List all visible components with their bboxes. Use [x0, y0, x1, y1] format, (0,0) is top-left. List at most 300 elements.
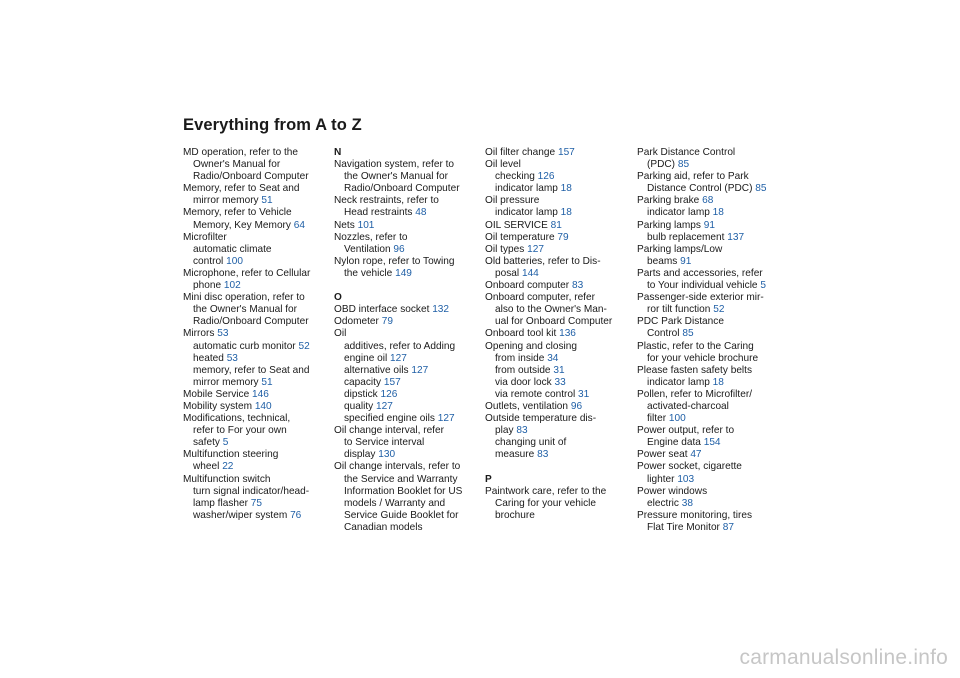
- page-number-link[interactable]: 126: [537, 171, 555, 183]
- index-entry-text: ror tilt function: [647, 304, 711, 316]
- page-number-link[interactable]: 127: [527, 243, 544, 255]
- index-letter-heading: O: [334, 292, 342, 304]
- index-entry: [183, 413, 325, 425]
- index-entry-text: Distance Control (PDC): [647, 183, 753, 195]
- index-entry: [183, 195, 325, 207]
- index-entry-text: via remote control: [495, 388, 576, 400]
- spacer: [334, 280, 476, 292]
- index-entry: [637, 413, 779, 425]
- index-entry: [637, 316, 779, 328]
- index-entry-text: Opening and closing: [485, 340, 578, 352]
- index-entry-text: Microfilter: [183, 231, 227, 243]
- index-entry: [334, 486, 476, 498]
- index-entry: [183, 389, 325, 401]
- index-entry-text: Oil pressure: [485, 195, 540, 207]
- index-entry-text: Service Guide Booklet for: [344, 509, 459, 521]
- index-entry: [334, 268, 476, 280]
- index-entry: [637, 461, 779, 473]
- index-entry: [485, 486, 627, 498]
- index-entry: [183, 280, 325, 292]
- page-number-link[interactable]: 5: [222, 437, 229, 449]
- index-entry-text: Neck restraints, refer to: [334, 195, 439, 207]
- index-entry: [334, 474, 476, 486]
- index-entry: [637, 401, 779, 413]
- page-number-link[interactable]: 18: [560, 207, 572, 219]
- index-entry: [485, 377, 627, 389]
- index-entry-text: Flat Tire Monitor: [647, 521, 720, 533]
- index-entry-text: posal: [495, 267, 520, 279]
- index-entry: [183, 316, 325, 328]
- page-number-link[interactable]: 52: [298, 340, 310, 352]
- page-number-link[interactable]: 83: [537, 449, 549, 461]
- index-entry: [485, 268, 627, 280]
- index-entry: [334, 220, 476, 232]
- page-number-link[interactable]: 102: [223, 280, 241, 292]
- index-entry-text: Microphone, refer to Cellular: [183, 267, 311, 279]
- index-entry: [485, 195, 627, 207]
- index-entry-text: additives, refer to Adding: [344, 340, 456, 352]
- index-entry-text: Paintwork care, refer to the: [485, 485, 607, 497]
- index-entry-text: heated: [193, 352, 224, 364]
- index-entry: [485, 244, 627, 256]
- index-entry: [183, 232, 325, 244]
- index-entry: [637, 522, 779, 534]
- page-number-link[interactable]: 126: [380, 388, 398, 400]
- index-entry-text: bulb replacement: [647, 231, 725, 243]
- page-number-link[interactable]: 34: [547, 352, 559, 364]
- index-entry-text: play: [495, 425, 514, 437]
- index-entry-text: Outside temperature dis-: [485, 413, 597, 425]
- index-entry: [485, 171, 627, 183]
- index-entry: [334, 328, 476, 340]
- index-entry-text: alternative oils: [344, 364, 409, 376]
- page-number-link[interactable]: 85: [677, 159, 690, 171]
- index-entry: [485, 449, 627, 461]
- index-entry-text: refer to For your own: [193, 425, 287, 437]
- page-number-link[interactable]: 52: [713, 304, 725, 316]
- index-entry-text: measure: [495, 449, 535, 461]
- index-column-4: [637, 147, 779, 534]
- index-entry: [334, 171, 476, 183]
- index-entry-text: checking: [495, 171, 535, 183]
- index-entry-text: indicator lamp: [647, 376, 710, 388]
- index-entry-text: Mini disc operation, refer to: [183, 292, 305, 304]
- index-entry-text: Memory, refer to Vehicle: [183, 207, 292, 219]
- index-entry-text: wheel: [193, 461, 220, 473]
- page-number-link[interactable]: 87: [722, 521, 734, 533]
- index-entry: [485, 401, 627, 413]
- page-number-link[interactable]: 96: [393, 243, 405, 255]
- index-entry-text: automatic curb monitor: [193, 340, 296, 352]
- index-column-2: [334, 147, 476, 534]
- page-number-link[interactable]: 140: [254, 400, 272, 412]
- index-entry: [183, 268, 325, 280]
- index-entry: [183, 147, 325, 159]
- index-entry-text: Oil temperature: [485, 231, 555, 243]
- index-entry-text: dipstick: [344, 388, 378, 400]
- page-number-link[interactable]: 22: [222, 461, 234, 473]
- index-entry: [637, 377, 779, 389]
- page-number-link[interactable]: 31: [578, 388, 590, 400]
- index-entry: [334, 341, 476, 353]
- index-entry: [334, 159, 476, 171]
- index-entry: [637, 183, 779, 195]
- index-entry: [485, 159, 627, 171]
- index-entry: [637, 328, 779, 340]
- index-entry: [183, 256, 325, 268]
- index-entry-text: Nylon rope, refer to Towing: [334, 255, 455, 267]
- page-number-link[interactable]: 18: [712, 376, 724, 388]
- page-number-link[interactable]: 79: [381, 316, 393, 328]
- index-entry-text: Control: [647, 328, 680, 340]
- index-entry: [637, 280, 779, 292]
- page-number-link[interactable]: 53: [226, 352, 238, 364]
- page-number-link[interactable]: 149: [395, 267, 412, 279]
- index-entry: [334, 183, 476, 195]
- index-entry-text: Outlets, ventilation: [485, 400, 569, 412]
- index-entry: [485, 498, 627, 510]
- index-entry-text: Information Booklet for US: [344, 485, 463, 497]
- index-entry: [334, 449, 476, 461]
- index-entry: [334, 316, 476, 328]
- page-number-link[interactable]: 18: [712, 207, 724, 219]
- index-entry: [183, 353, 325, 365]
- page-number-link[interactable]: 137: [727, 231, 745, 243]
- page-number-link[interactable]: 132: [432, 304, 450, 316]
- index-entry: [637, 486, 779, 498]
- index-column-3: [485, 147, 627, 522]
- index-entry: [183, 183, 325, 195]
- index-entry: [183, 377, 325, 389]
- index-entry: [485, 292, 627, 304]
- index-entry: [485, 183, 627, 195]
- index-entry: [637, 232, 779, 244]
- index-entry-text: Please fasten safety belts: [637, 364, 753, 376]
- index-entry: [334, 461, 476, 473]
- index-entry-text: Oil types: [485, 243, 525, 255]
- index-entry-text: Owner's Manual for: [193, 159, 281, 171]
- index-entry: [334, 377, 476, 389]
- index-entry-text: lighter: [647, 473, 675, 485]
- index-entry-text: Ventilation: [344, 243, 391, 255]
- index-entry: [183, 244, 325, 256]
- index-entry-text: Radio/Onboard Computer: [193, 316, 309, 328]
- index-entry-text: display: [344, 449, 376, 461]
- index-entry-text: indicator lamp: [495, 183, 558, 195]
- page-number-link[interactable]: 18: [560, 183, 572, 195]
- index-entry: [334, 510, 476, 522]
- index-entry-text: capacity: [344, 376, 382, 388]
- index-entry-text: Mobile Service: [183, 388, 250, 400]
- page-number-link[interactable]: 103: [677, 473, 695, 485]
- index-entry: [183, 461, 325, 473]
- page-number-link[interactable]: 76: [290, 509, 302, 521]
- index-entry: [485, 425, 627, 437]
- index-entry: [637, 449, 779, 461]
- index-entry-text: Power seat: [637, 449, 688, 461]
- page-number-link[interactable]: 91: [703, 219, 716, 231]
- index-entry: [334, 401, 476, 413]
- index-entry: [334, 437, 476, 449]
- page-number-link[interactable]: 144: [521, 267, 539, 279]
- index-column-1: [183, 147, 325, 522]
- index-entry: [183, 207, 325, 219]
- index-entry-text: for your vehicle brochure: [647, 352, 759, 364]
- index-entry-text: Multifunction steering: [183, 449, 279, 461]
- index-entry-text: beams: [647, 255, 678, 267]
- index-entry-text: Parking lamps: [637, 219, 701, 231]
- index-entry: [637, 304, 779, 316]
- page-number-link[interactable]: 136: [559, 328, 576, 340]
- index-entry-text: Plastic, refer to the Caring: [637, 340, 754, 352]
- index-entry: [334, 195, 476, 207]
- index-entry-text: also to the Owner's Man-: [495, 304, 607, 316]
- index-entry-text: Nozzles, refer to: [334, 231, 408, 243]
- index-entry: [637, 244, 779, 256]
- index-entry-text: PDC Park Distance: [637, 316, 724, 328]
- page-number-link[interactable]: 51: [261, 376, 273, 388]
- page-number-link[interactable]: 79: [557, 231, 569, 243]
- index-entry-text: the Owner's Manual for: [193, 304, 298, 316]
- index-entry-text: from outside: [495, 364, 551, 376]
- index-entry: [183, 486, 325, 498]
- index-entry-text: Pollen, refer to Microfilter/: [637, 388, 752, 400]
- page-number-link[interactable]: 127: [437, 413, 455, 425]
- index-entry: [485, 304, 627, 316]
- page-number-link[interactable]: 48: [415, 207, 427, 219]
- page-number-link[interactable]: 83: [516, 425, 528, 437]
- index-entry-text: activated-charcoal: [647, 400, 729, 412]
- index-entry-text: Passenger-side exterior mir-: [637, 292, 764, 304]
- index-entry-text: phone: [193, 280, 222, 292]
- index-entry-text: turn signal indicator/head-: [193, 485, 310, 497]
- index-entry: [183, 365, 325, 377]
- index-entry: [485, 389, 627, 401]
- index-entry: [183, 171, 325, 183]
- index-entry: [334, 413, 476, 425]
- index-entry-text: Mirrors: [183, 328, 215, 340]
- index-entry: [637, 195, 779, 207]
- index-entry: [637, 353, 779, 365]
- index-entry-text: Radio/Onboard Computer: [344, 183, 460, 195]
- page-number-link[interactable]: 64: [293, 219, 306, 231]
- index-entry-text: Nets: [334, 219, 355, 231]
- index-entry: [183, 341, 325, 353]
- index-entry: [637, 159, 779, 171]
- index-entry-text: Oil change intervals, refer to: [334, 461, 461, 473]
- index-entry-text: Parking aid, refer to Park: [637, 171, 749, 183]
- index-entry: [183, 304, 325, 316]
- index-entry: [637, 425, 779, 437]
- index-entry: [637, 147, 779, 159]
- index-entry-text: Power output, refer to: [637, 425, 735, 437]
- page-number-link[interactable]: 33: [554, 376, 566, 388]
- index-entry-text: Odometer: [334, 316, 379, 328]
- page-number-link[interactable]: 96: [570, 400, 583, 412]
- index-entry: [334, 353, 476, 365]
- index-entry-text: Oil change interval, refer: [334, 425, 444, 437]
- index-entry: [637, 498, 779, 510]
- page-number-link[interactable]: 157: [557, 147, 575, 158]
- index-entry: [637, 510, 779, 522]
- page-number-link[interactable]: 85: [755, 183, 767, 195]
- index-entry: [637, 474, 779, 486]
- index-entry-text: electric: [647, 497, 679, 509]
- spacer: [485, 461, 627, 473]
- page-number-link[interactable]: 68: [702, 195, 714, 207]
- index-entry-text: Power windows: [637, 485, 708, 497]
- index-entry-text: specified engine oils: [344, 413, 435, 425]
- index-entry: [183, 449, 325, 461]
- index-letter-heading: N: [334, 147, 342, 158]
- index-entry-text: Onboard tool kit: [485, 328, 557, 340]
- index-entry-text: Onboard computer, refer: [485, 292, 595, 304]
- index-entry: [334, 256, 476, 268]
- index-entry: [485, 413, 627, 425]
- page-number-link[interactable]: 85: [682, 328, 694, 340]
- page-number-link[interactable]: 100: [668, 413, 686, 425]
- page-number-link[interactable]: 75: [250, 497, 263, 509]
- index-entry-text: indicator lamp: [647, 207, 710, 219]
- index-entry: [637, 207, 779, 219]
- index-entry-text: automatic climate: [193, 243, 272, 255]
- index-entry-text: Oil filter change: [485, 147, 556, 158]
- page-number-link[interactable]: 47: [690, 449, 702, 461]
- index-entry: [183, 401, 325, 413]
- watermark: carmanualsonline.info: [739, 646, 948, 669]
- index-entry: [334, 244, 476, 256]
- index-entry-text: Parking brake: [637, 195, 700, 207]
- index-entry-text: quality: [344, 400, 374, 412]
- index-entry: [637, 220, 779, 232]
- index-entry-text: Engine data: [647, 437, 701, 449]
- index-entry: [485, 353, 627, 365]
- index-entry: [334, 389, 476, 401]
- page-number-link[interactable]: 127: [390, 352, 407, 364]
- page-number-link[interactable]: 130: [378, 449, 396, 461]
- index-entry: [485, 220, 627, 232]
- index-entry: [637, 341, 779, 353]
- index-entry: [637, 256, 779, 268]
- index-entry-text: from inside: [495, 352, 545, 364]
- index-entry: [334, 207, 476, 219]
- index-entry-text: Park Distance Control: [637, 147, 736, 158]
- index-entry: [334, 425, 476, 437]
- index-entry: [637, 437, 779, 449]
- index-entry: [183, 510, 325, 522]
- index-entry: [485, 341, 627, 353]
- index-entry-text: filter: [647, 413, 667, 425]
- index-entry: [485, 280, 627, 292]
- index-entry-text: OBD interface socket: [334, 304, 430, 316]
- page-number-link[interactable]: 101: [357, 219, 375, 231]
- index-entry-text: the vehicle: [344, 267, 393, 279]
- page-number-link[interactable]: 100: [226, 255, 243, 267]
- index-entry: [485, 365, 627, 377]
- page-number-link[interactable]: 127: [411, 364, 429, 376]
- index-entry-text: washer/wiper system: [193, 509, 288, 521]
- page-number-link[interactable]: 81: [550, 219, 562, 231]
- index-entry-text: the Service and Warranty: [344, 473, 458, 485]
- index-entry: [334, 232, 476, 244]
- index-entry: [183, 328, 325, 340]
- index-entry-text: Radio/Onboard Computer: [193, 171, 309, 183]
- index-entry: [637, 292, 779, 304]
- index-entry: [485, 256, 627, 268]
- index-entry-text: Multifunction switch: [183, 473, 271, 485]
- page-title: Everything from A to Z: [183, 116, 362, 134]
- index-entry-text: Memory, refer to Seat and: [183, 183, 300, 195]
- page-number-link[interactable]: 157: [383, 376, 401, 388]
- index-entry: [183, 474, 325, 486]
- index-entry: [183, 437, 325, 449]
- index-entry-text: Mobility system: [183, 400, 252, 412]
- index-entry-text: Parking lamps/Low: [637, 243, 723, 255]
- page-number-link[interactable]: 38: [681, 497, 694, 509]
- index-entry-text: Oil level: [485, 159, 521, 171]
- index-entry-text: memory, refer to Seat and: [193, 364, 310, 376]
- index-entry: [334, 365, 476, 377]
- page-number-link[interactable]: 51: [261, 195, 273, 207]
- index-entry-text: the Owner's Manual for: [344, 171, 449, 183]
- page-number-link[interactable]: 53: [217, 328, 229, 340]
- page-number-link[interactable]: 154: [703, 437, 721, 449]
- index-entry-text: to Your individual vehicle: [647, 280, 758, 292]
- index-entry: [334, 304, 476, 316]
- index-entry-text: ual for Onboard Computer: [495, 316, 613, 328]
- index-entry-text: indicator lamp: [495, 207, 558, 219]
- index-entry: [485, 207, 627, 219]
- page-number-link[interactable]: 31: [553, 364, 565, 376]
- index-entry-text: MD operation, refer to the: [183, 147, 299, 158]
- index-entry: [637, 171, 779, 183]
- page-number-link[interactable]: 5: [760, 280, 766, 292]
- index-entry: [183, 292, 325, 304]
- index-entry-text: (PDC): [647, 159, 676, 171]
- page-number-link[interactable]: 127: [376, 400, 393, 412]
- index-entry-text: mirror memory: [193, 195, 259, 207]
- index-entry-text: Oil: [334, 328, 347, 340]
- index-entry: [183, 220, 325, 232]
- index-entry: [485, 232, 627, 244]
- index-entry-text: lamp flasher: [193, 497, 248, 509]
- index-entry: [485, 510, 627, 522]
- index-entry-text: Old batteries, refer to Dis-: [485, 255, 601, 267]
- index-entry-text: Canadian models: [344, 521, 423, 533]
- index-entry-text: engine oil: [344, 352, 388, 364]
- page-number-link[interactable]: 91: [680, 255, 692, 267]
- index-entry: [637, 365, 779, 377]
- index-entry-text: Power socket, cigarette: [637, 461, 742, 473]
- index-entry-text: OIL SERVICE: [485, 219, 548, 231]
- index-entry-text: Modifications, technical,: [183, 413, 291, 425]
- index-entry: [183, 425, 325, 437]
- index-entry-text: mirror memory: [193, 376, 259, 388]
- index-entry-text: Memory, Key Memory: [193, 219, 291, 231]
- index-entry-text: via door lock: [495, 376, 552, 388]
- index-entry: [485, 147, 627, 159]
- index-entry-text: Caring for your vehicle: [495, 497, 596, 509]
- index-entry: [485, 328, 627, 340]
- page-number-link[interactable]: 146: [252, 388, 269, 400]
- index-entry: [183, 498, 325, 510]
- index-letter-heading: P: [485, 473, 492, 485]
- index-entry: [334, 522, 476, 534]
- index-entry: [637, 268, 779, 280]
- index-entry-text: to Service interval: [344, 437, 425, 449]
- index-entry-text: Parts and accessories, refer: [637, 267, 763, 279]
- page-number-link[interactable]: 83: [571, 280, 584, 292]
